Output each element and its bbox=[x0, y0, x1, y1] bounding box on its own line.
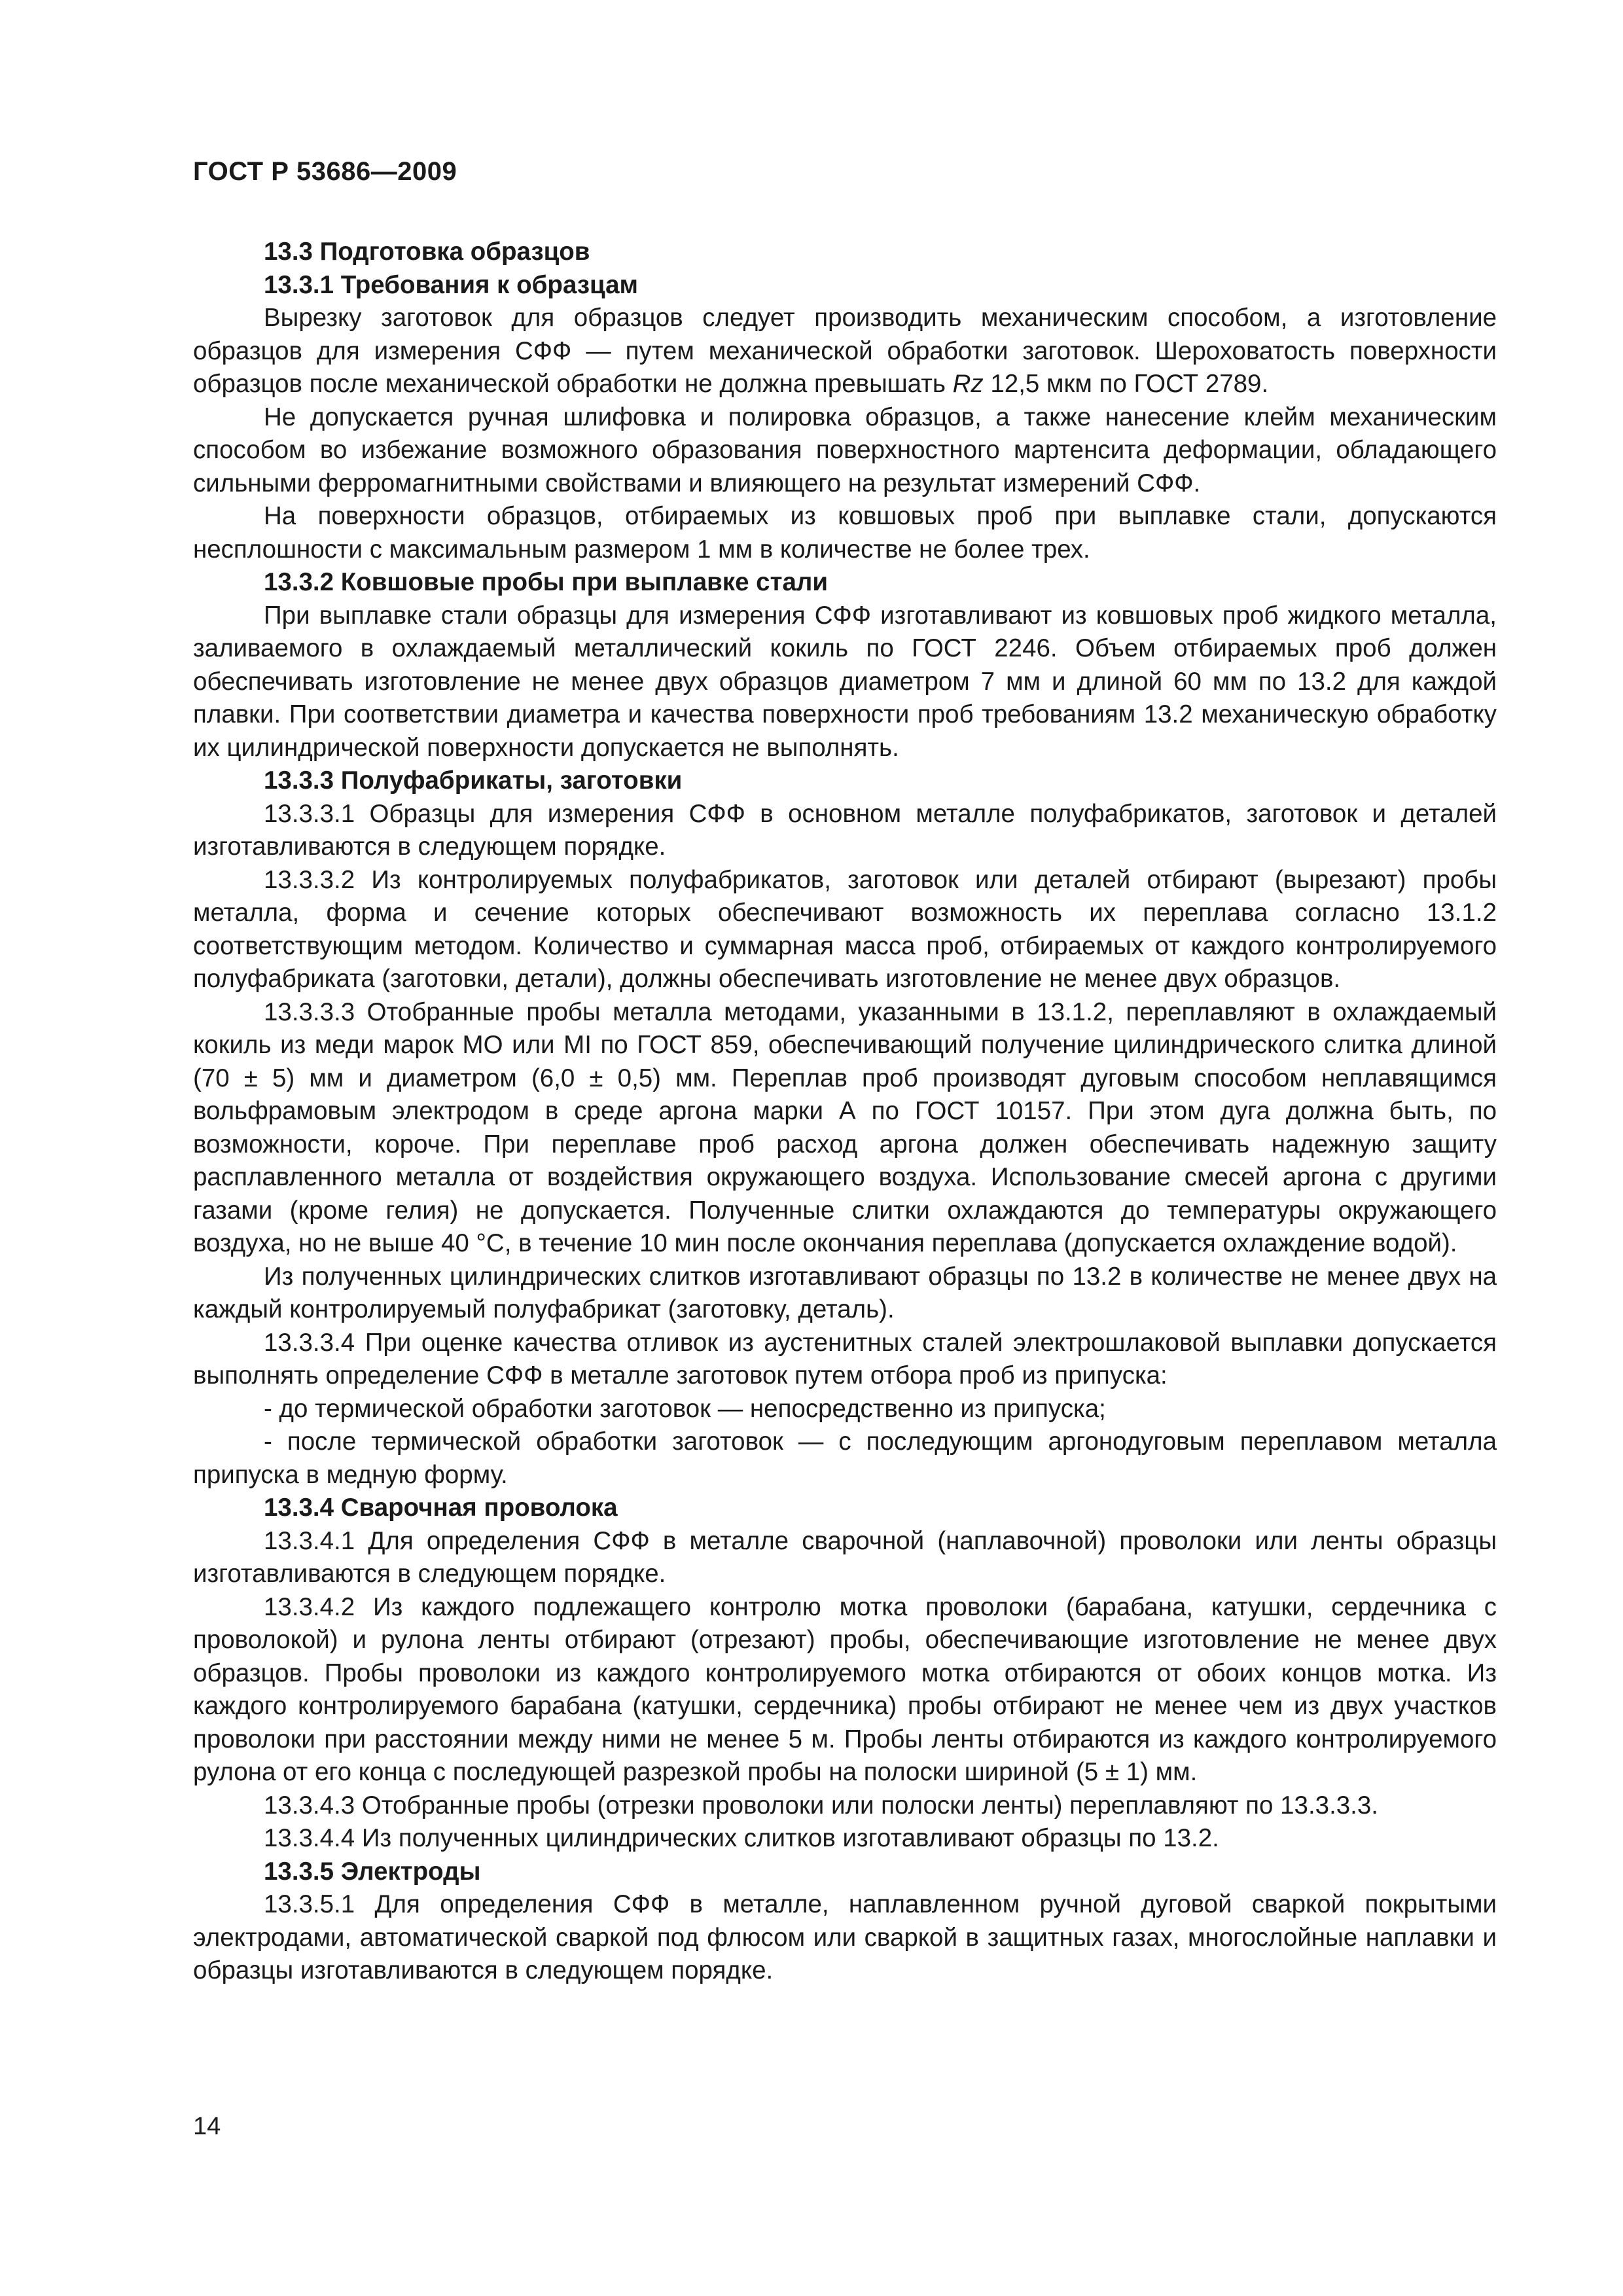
paragraph: На поверхности образцов, отбираемых из ковшовых проб при выплавке стали, допускаются несплошности с максимальным размером 1 мм в количестве не более трех. bbox=[193, 502, 1497, 564]
section-heading-13-3-2: 13.3.2 Ковшовые пробы при выплавке стали bbox=[264, 568, 828, 596]
paragraph: 13.3.5.1 Для определения СФФ в металле, наплавленном ручной дуговой сваркой покрытыми электродами, автоматической сваркой под флюсом или сваркой в защитных газах, многослойные наплавки и образцы изготавливаются в следующем порядке. bbox=[193, 1890, 1497, 1984]
paragraph: Не допускается ручная шлифовка и полировка образцов, а также нанесение клейм механическим способом во избежание возможного образования поверхностного мартенсита деформации, обладающего сильными ферромагнитными свойствами и влияющего на результат измерений СФФ. bbox=[193, 403, 1497, 497]
section-heading-13-3: 13.3 Подготовка образцов bbox=[264, 238, 590, 266]
paragraph: 13.3.3.3 Отобранные пробы металла методами, указанными в 13.1.2, переплавляют в охлаждаемый кокиль из меди марок МО или МI по ГОСТ 859, обеспечивающий получение цилиндрического слитка длиной (70 ± 5) мм и диаметром (6,0 ± 0,5) мм. Переплав проб производят дуговым способом неплавящимся вольфрамовым электродом в среде аргона марки А по ГОСТ 10157. При этом дуга должна быть, по возможности, короче. При переплаве проб расход аргона должен обеспечивать надежную защиту расплавленного металла от воздействия окружающего воздуха. Использование смесей аргона с другими газами (кроме гелия) не допускается. Полученные слитки охлаждаются до температуры окружающего воздуха, но не выше 40 °С, в течение 10 мин после окончания переплава (допускается охлаждение водой). bbox=[193, 997, 1497, 1257]
paragraph: 13.3.4.2 Из каждого подлежащего контролю мотка проволоки (барабана, катушки, сердечника с проволокой) и рулона ленты отбирают (отрезают) пробы, обеспечивающие изготовление не менее двух образцов. Пробы проволоки из каждого контролируемого мотка отбираются от обоих концов мотка. Из каждого контролируемого барабана (катушки, сердечника) пробы отбирают не менее чем из двух участков проволоки при расстоянии между ними не менее 5 м. Пробы ленты отбираются из каждого контролируемого рулона от его конца с последующей разрезкой пробы на полоски шириной (5 ± 1) мм. bbox=[193, 1592, 1497, 1786]
section-heading-13-3-1: 13.3.1 Требования к образцам bbox=[264, 270, 638, 299]
paragraph: 13.3.3.4 При оценке качества отливок из аустенитных сталей электрошлаковой выплавки допускается выполнять определение СФФ в металле заготовок путем отбора проб из припуска: bbox=[193, 1328, 1497, 1390]
paragraph-text: 12,5 мкм по ГОСТ 2789. bbox=[983, 370, 1269, 398]
paragraph: При выплавке стали образцы для измерения СФФ изготавливают из ковшовых проб жидкого металла, заливаемого в охлаждаемый металлический кокиль по ГОСТ 2246. Объем отбираемых проб должен обеспечивать изготовление не менее двух образцов диаметром 7 мм и длиной 60 мм по 13.2 для каждой плавки. При соответствии диаметра и качества поверхности проб требованиям 13.2 механическую обработку их цилиндрической поверхности допускается не выполнять. bbox=[193, 601, 1497, 762]
section-heading-13-3-4: 13.3.4 Сварочная проволока bbox=[264, 1494, 618, 1522]
page-number: 14 bbox=[193, 2113, 221, 2140]
list-item: - до термической обработки заготовок — непосредственно из припуска; bbox=[264, 1394, 1106, 1423]
paragraph: 13.3.4.1 Для определения СФФ в металле сварочной (наплавочной) проволоки или ленты образцы изготавливаются в следующем порядке. bbox=[193, 1526, 1497, 1588]
document-header: ГОСТ Р 53686—2009 bbox=[193, 157, 457, 186]
paragraph: Из полученных цилиндрических слитков изготавливают образцы по 13.2 в количестве не менее двух на каждый контролируемый полуфабрикат (заготовку, деталь). bbox=[193, 1262, 1497, 1323]
paragraph: 13.3.4.3 Отобранные пробы (отрезки проволоки или полоски ленты) переплавляют по 13.3.3.3. bbox=[264, 1791, 1378, 1820]
paragraph-text: Вырезку заготовок для образцов следует производить механическим способом, а изготовление образцов для измерения СФФ — путем механической обработки заготовок. Шероховатость поверхности образцов после механической обработки не должна превышать bbox=[193, 304, 1497, 398]
paragraph: 13.3.3.2 Из контролируемых полуфабрикатов, заготовок или деталей отбирают (вырезают) пробы металла, форма и сечение которых обеспечивают возможность их переплава согласно 13.1.2 соответствующим методом. Количество и суммарная масса проб, отбираемых от каждого контролируемого полуфабриката (заготовки, детали), должны обеспечивать изготовление не менее двух образцов. bbox=[193, 865, 1497, 993]
rz-symbol: Rz bbox=[952, 370, 984, 398]
list-item: - после термической обработки заготовок — с последующим аргонодуговым переплавом металла припуска в медную форму. bbox=[193, 1427, 1497, 1489]
paragraph: 13.3.4.4 Из полученных цилиндрических слитков изготавливают образцы по 13.2. bbox=[264, 1824, 1219, 1852]
paragraph: 13.3.3.1 Образцы для измерения СФФ в основном металле полуфабрикатов, заготовок и деталей изготавливаются в следующем порядке. bbox=[193, 799, 1497, 861]
section-heading-13-3-5: 13.3.5 Электроды bbox=[264, 1857, 481, 1886]
document-body bbox=[193, 236, 1497, 1988]
paragraph bbox=[193, 302, 1497, 401]
section-heading-13-3-3: 13.3.3 Полуфабрикаты, заготовки bbox=[264, 766, 683, 795]
